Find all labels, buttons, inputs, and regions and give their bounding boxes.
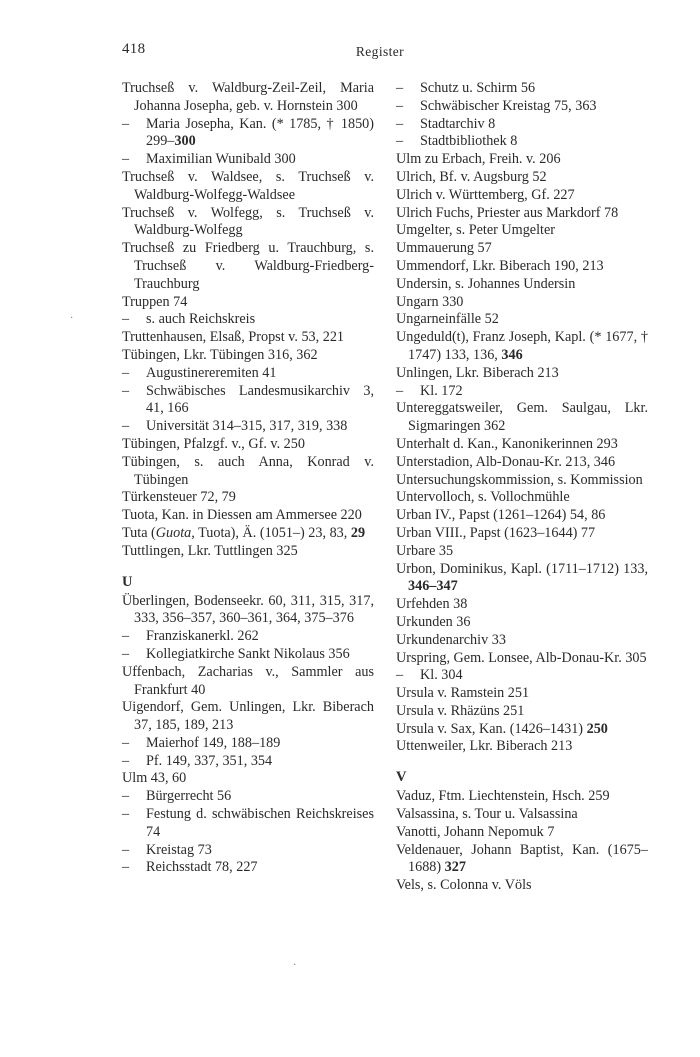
index-entry [396,222,648,240]
margin-dot: · [293,960,297,971]
index-subentry [396,98,648,116]
index-entry [122,489,374,507]
page-ref-bold: 346–347 [408,578,458,595]
entry-text: Ulm 43, 60 [122,770,187,787]
index-entry [396,258,648,276]
entry-text: Veldenauer, Johann Baptist, Kan. (1675–1688) [396,841,648,876]
entry-text: Kollegiatkirche Sankt Nikolaus 356 [146,645,350,662]
page-ref-bold: 29 [350,524,366,541]
index-entry [396,525,648,543]
entry-text: Urbon, Dominikus, Kapl. (1711–1712) 133, [396,560,648,577]
entry-text: Maximilian Wunibald 300 [146,151,296,168]
entry-text: Urban VIII., Papst (1623–1644) 77 [396,524,596,541]
italic-text: Guota, [155,524,195,541]
entry-text: Tuota, Kan. in Diessen am Ammersee 220 [122,507,362,524]
entry-text: Truchseß v. Waldburg-Zeil-Zeil, Maria Johanna Josepha, geb. v. Hornstein 300 [122,80,374,114]
entry-text: Vanotti, Johann Nepomuk 7 [396,823,555,840]
entry-text: Stadtbibliothek 8 [420,133,518,150]
subentry-dash: – [122,311,130,328]
index-entry [122,770,374,788]
index-entry [122,699,374,735]
entry-text: Tübingen, s. auch Anna, Konrad v. Tübingen [122,453,374,488]
entry-text: Untereggatsweiler, Gem. Saulgau, Lkr. Sigmaringen 362 [396,400,648,435]
entry-text: Truchseß v. Wolfegg, s. Truchseß v. Waldburg-Wolfegg [122,204,374,239]
entry-text: Kl. 172 [420,382,463,399]
subentry-dash: – [122,788,130,805]
index-subentry [396,80,648,98]
entry-text: Maierhof 149, 188–189 [146,734,281,751]
index-entry [396,685,648,703]
index-subentry [122,753,374,771]
index-subentry [122,628,374,646]
entry-text: s. auch Reichskreis [146,311,256,328]
entry-text: Urspring, Gem. Lonsee, Alb-Donau-Kr. 305 [396,649,647,666]
index-entry [396,489,648,507]
index-subentry [122,365,374,383]
index-subentry [122,116,374,152]
entry-text: Ulrich, Bf. v. Augsburg 52 [396,168,547,185]
entry-text: Ursula v. Ramstein 251 [396,685,530,702]
entry-text: Kreistag 73 [146,841,212,858]
entry-text: Ursula v. Rhäzüns 251 [396,702,525,719]
entry-text: U [122,573,133,590]
index-entry [396,365,648,383]
subentry-dash: – [396,667,404,684]
index-entry [396,561,648,597]
entry-text: Schutz u. Schirm 56 [420,80,536,96]
index-entry [122,347,374,365]
entry-text: Ungarneinfälle 52 [396,311,499,328]
index-entry [396,788,648,806]
index-entry [396,151,648,169]
entry-text: Ulm zu Erbach, Freih. v. 206 [396,151,561,168]
index-entry [396,721,648,739]
subentry-dash: – [122,806,130,823]
index-subentry [396,116,648,134]
entry-text: Kl. 304 [420,667,463,684]
entry-text: Uffenbach, Zacharias v., Sammler aus Frankfurt 40 [122,663,374,698]
index-entry [396,454,648,472]
entry-text: Bürgerrecht 56 [146,788,232,805]
entry-text: Tübingen, Lkr. Tübingen 316, 362 [122,346,318,363]
subentry-dash: – [122,645,130,662]
index-entry [122,240,374,293]
entry-text: V [396,769,407,786]
entry-text: Truchseß v. Waldsee, s. Truchseß v. Waldburg-Wolfegg-Waldsee [122,168,374,203]
margin-dot: · [70,313,74,324]
entry-text: Reichsstadt 78, 227 [146,859,258,876]
subentry-dash: – [122,418,130,435]
index-entry [396,543,648,561]
page-ref-bold: 250 [586,720,608,737]
entry-text: Festung d. schwäbischen Reichskreises 74 [146,806,374,840]
entry-text: Pf. 149, 337, 351, 354 [146,752,273,769]
entry-text: Valsassina, s. Tour u. Valsassina [396,806,578,823]
entry-text: Ungeduld(t), Franz Joseph, Kapl. (* 1677, † 1747) 133, 136, [396,329,648,363]
entry-text: Urban IV., Papst (1261–1264) 54, 86 [396,507,606,524]
index-subentry [396,133,648,151]
entry-text: Vels, s. Colonna v. Völs [396,877,532,894]
index-entry [396,650,648,668]
subentry-dash: – [122,859,130,876]
index-entry [122,525,374,543]
index-entry [396,806,648,824]
entry-text: Universität 314–315, 317, 319, 338 [146,418,348,435]
index-subentry [122,859,374,877]
entry-text: Schwäbisches Landesmusikarchiv 3, 41, 166 [146,382,374,417]
entry-text: Franziskanerkl. 262 [146,628,259,645]
entry-text: Tuota), Ä. (1051–) 23, 83, [194,524,351,541]
index-subentry [122,418,374,436]
entry-text: Urbare 35 [396,542,454,559]
index-entry [122,205,374,241]
subentry-dash: – [122,752,130,769]
entry-text: Schwäbischer Kreistag 75, 363 [420,97,597,114]
entry-text: Urkunden 36 [396,613,471,630]
index-entry [396,614,648,632]
subentry-dash: – [122,151,130,168]
entry-text: Maria Josepha, Kan. (* 1785, † 1850) 299– [146,115,374,150]
entry-text: Ursula v. Sax, Kan. (1426–1431) [396,720,587,737]
index-entry [122,436,374,454]
page-ref-bold: 300 [174,133,196,150]
index-entry [122,294,374,312]
index-subentry [122,151,374,169]
subentry-dash: – [122,628,130,645]
entry-text: Untervolloch, s. Vollochmühle [396,489,570,506]
subentry-dash: – [122,734,130,751]
entry-text: Undersin, s. Johannes Undersin [396,275,576,292]
page-ref-bold: 327 [444,859,466,876]
index-entry [396,824,648,842]
entry-text: Augustinereremiten 41 [146,364,277,381]
index-entry [122,543,374,561]
index-entry [122,454,374,490]
entry-text: Truttenhausen, Elsaß, Propst v. 53, 221 [122,329,345,346]
entry-text: Ulrich v. Württemberg, Gf. 227 [396,186,575,203]
subentry-dash: – [122,364,130,381]
index-entry [122,169,374,205]
index-entry [396,311,648,329]
section-letter [122,573,374,591]
index-entry [396,738,648,756]
index-subentry [122,788,374,806]
index-subentry [122,806,374,842]
entry-text: Ummauerung 57 [396,240,492,257]
entry-text: Urkundenarchiv 33 [396,631,506,648]
index-entry [122,329,374,347]
index-entry [396,877,648,895]
subentry-dash: – [396,80,404,96]
index-entry [396,632,648,650]
entry-text: Türkensteuer 72, 79 [122,489,236,506]
entry-text: Tuttlingen, Lkr. Tuttlingen 325 [122,542,298,559]
index-subentry [396,383,648,401]
index-entry [396,842,648,878]
entry-text: Truchseß zu Friedberg u. Trauchburg, s. Truchseß v. Waldburg-Friedberg-Trauchburg [122,240,374,292]
entry-text: Uttenweiler, Lkr. Biberach 213 [396,738,573,755]
entry-text: Truppen 74 [122,293,188,310]
index-entry [396,596,648,614]
index-entry [396,187,648,205]
subentry-dash: – [396,97,404,114]
page-ref-bold: 346 [501,346,523,363]
index-entry [396,329,648,365]
index-entry [396,169,648,187]
subentry-dash: – [396,133,404,150]
entry-text: Unlingen, Lkr. Biberach 213 [396,364,559,381]
index-entry [122,507,374,525]
entry-text: Vaduz, Ftm. Liechtenstein, Hsch. 259 [396,788,610,805]
entry-text: Urfehden 38 [396,596,468,613]
index-subentry [122,311,374,329]
subentry-dash: – [122,115,130,132]
index-entry [396,240,648,258]
index-column-left [122,80,374,877]
entry-text: Ulrich Fuchs, Priester aus Markdorf 78 [396,204,619,221]
running-head: Register [355,44,405,59]
entry-text: Stadtarchiv 8 [420,115,496,132]
entry-text: Umgelter, s. Peter Umgelter [396,222,555,239]
subentry-dash: – [396,382,404,399]
index-entry [396,703,648,721]
section-letter [396,768,648,786]
entry-text: Tuta ( [122,524,156,541]
entry-text: Untersuchungskommission, s. Kommission [396,471,643,488]
page-number: 418 [122,41,146,57]
entry-text: Ummendorf, Lkr. Biberach 190, 213 [396,257,604,274]
index-entry [122,664,374,700]
index-subentry [122,646,374,664]
index-subentry [122,735,374,753]
entry-text: Unterstadion, Alb-Donau-Kr. 213, 346 [396,453,616,470]
index-entry [396,294,648,312]
index-entry [396,205,648,223]
index-entry [396,400,648,436]
index-subentry [396,667,648,685]
index-subentry [122,383,374,419]
entry-text: Uigendorf, Gem. Unlingen, Lkr. Biberach 37, 185, 189, 213 [122,699,374,734]
subentry-dash: – [122,382,130,399]
index-entry [396,276,648,294]
entry-text: Unterhalt d. Kan., Kanonikerinnen 293 [396,435,618,452]
entry-text: Überlingen, Bodenseekr. 60, 311, 315, 317, 333, 356–357, 360–361, 364, 375–376 [122,592,374,627]
index-entry [396,472,648,490]
index-entry [122,593,374,629]
entry-text: Tübingen, Pfalzgf. v., Gf. v. 250 [122,435,305,452]
subentry-dash: – [396,115,404,132]
index-entry [396,507,648,525]
subentry-dash: – [122,841,130,858]
index-entry [396,436,648,454]
index-entry [122,80,374,116]
index-column-right [396,80,648,895]
entry-text: Ungarn 330 [396,293,464,310]
index-subentry [122,842,374,860]
